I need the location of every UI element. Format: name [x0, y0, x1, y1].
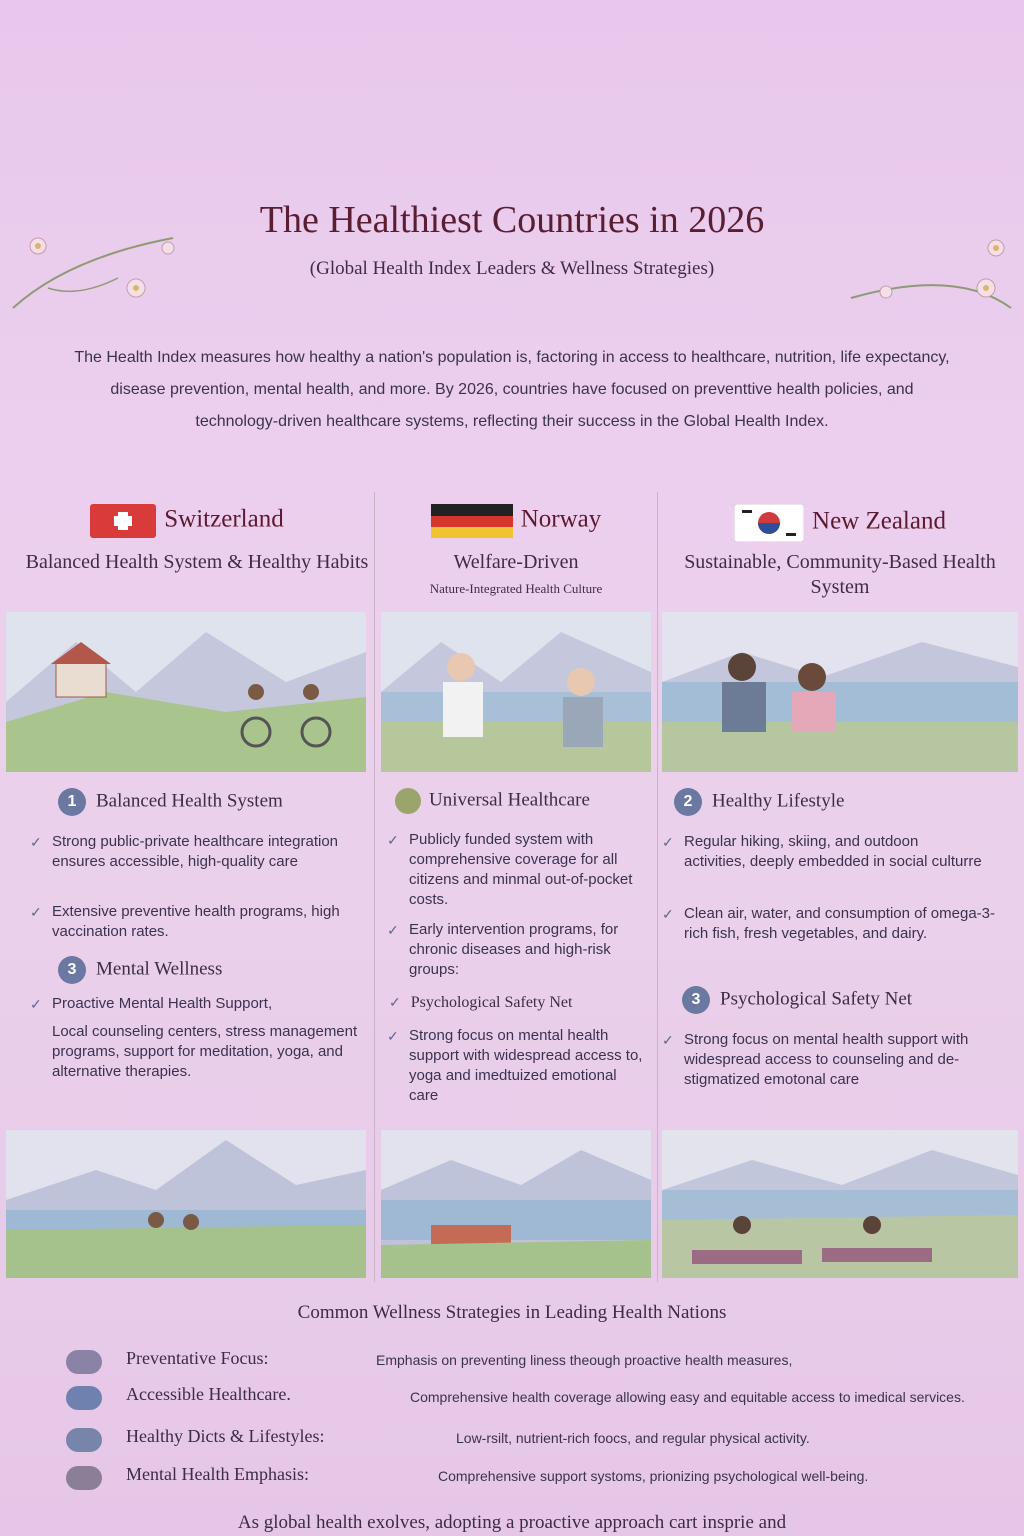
check-icon: ✓ [662, 834, 674, 850]
section-title: Balanced Health System [96, 790, 283, 812]
strategy-description: Low-rsilt, nutrient-rich foocs, and regular physical activity. [456, 1430, 810, 1446]
section-heading-1 [58, 788, 283, 816]
mind-icon [66, 1466, 102, 1490]
check-icon: ✓ [30, 834, 42, 850]
column-switzerland [0, 492, 374, 1282]
section-title: Mental Wellness [96, 958, 223, 980]
country-tagline: Balanced Health System & Healthy Habits [25, 551, 369, 573]
doctor-consultation-illustration [381, 612, 651, 772]
country-name: Norway [520, 505, 602, 533]
section-title: Psychological Safety Net [720, 988, 913, 1010]
flag-icon [431, 504, 513, 538]
food-icon [66, 1428, 102, 1452]
landscape-illustration [6, 612, 366, 772]
section-title: Healthy Lifestyle [712, 790, 845, 812]
badge-number: 1 [58, 788, 86, 816]
bullet-item: ✓ Regular hiking, skiing, and outdoon activities, deeply embedded in social culturre [662, 833, 982, 870]
strategy-label: Preventative Focus: [126, 1348, 269, 1368]
hiking-illustration [6, 1130, 366, 1278]
intro-paragraph: The Health Index measures how healthy a nation's population is, factoring in access to healthcare, nutrition, life expectancy, disease prevention, mental health, and more. By 2026, countries have focused on preventtive health policies, and technology-driven healthcare systems, reflecting their success in the Global Health Index. [74, 349, 950, 430]
bullet-text: Local counseling centers, stress management programs, support for meditation, yoga, and alternative therapies. [52, 1023, 358, 1080]
flag-icon [734, 504, 804, 542]
country-heading [375, 504, 657, 538]
bullet-item: ✓ Publicly funded system with comprehensive coverage for all citizens and minmal out-of-pocket costs. [387, 831, 633, 908]
location-pin-icon [395, 788, 421, 814]
bullet-item: ✓ Clean air, water, and consumption of omega-3-rich fish, fresh vegetables, and dairy. [662, 905, 996, 942]
bullet-item: ✓ Strong focus on mental health support with widespread access to counseling and de-stigmatized emotonal care [662, 1031, 969, 1088]
common-strategies-title: Common Wellness Strategies in Leading Health Nations [297, 1302, 727, 1323]
country-tagline: Welfare-Driven Nature-Integrated Health Culture [429, 551, 603, 596]
badge-number: 3 [682, 986, 710, 1014]
page-subtitle: (Global Health Index Leaders & Wellness Strategies) [309, 258, 715, 279]
check-icon: ✓ [662, 906, 674, 922]
section-heading-2 [682, 986, 912, 1014]
family-lakeside-illustration [662, 612, 1018, 772]
check-icon: ✓ [30, 996, 42, 1012]
country-heading [0, 504, 374, 538]
country-name: New Zealand [812, 507, 946, 535]
section-heading-1 [395, 788, 590, 814]
strategy-label: Healthy Dicts & Lifestyles: [126, 1426, 325, 1446]
column-norway [374, 492, 658, 1282]
bullet-item: ✓ Early intervention programs, for chronic diseases and high-risk groups: [387, 921, 619, 978]
column-new-zealand [656, 492, 1024, 1282]
section-heading-1 [674, 788, 844, 816]
country-name: Switzerland [164, 505, 284, 533]
section-heading-2 [389, 994, 572, 1012]
country-tagline: Sustainable, Community-Based Health System [684, 551, 996, 598]
section-heading-2 [58, 956, 222, 984]
check-icon: ✓ [662, 1032, 674, 1048]
bullet-item: ✓ Extensive preventive health programs, high vaccination rates. [30, 903, 340, 940]
lakeside-town-illustration [381, 1130, 651, 1278]
bullet-item: ✓ Strong public-private healthcare integration ensures accessible, high-quality care [30, 833, 339, 870]
page-title: The Healthiest Countries in 2026 [259, 199, 765, 241]
check-icon: ✓ [387, 1028, 399, 1044]
medical-cross-icon [66, 1386, 102, 1410]
section-title: Universal Healthcare [429, 789, 590, 811]
strategy-description: Emphasis on preventing liness theough proactive health measures, [376, 1352, 793, 1368]
swiss-flag-icon [90, 504, 156, 538]
badge-number: 3 [58, 956, 86, 984]
badge-number: 2 [674, 788, 702, 816]
heart-icon [66, 1350, 102, 1374]
check-icon: ✓ [387, 832, 399, 848]
strategy-description: Comprehensive health coverage allowing easy and equitable access to imedical services. [410, 1389, 965, 1405]
check-icon: ✓ [387, 922, 399, 938]
check-icon: ✓ [30, 904, 42, 920]
check-icon: ✓ [389, 996, 401, 1011]
strategy-label: Accessible Healthcare. [126, 1384, 291, 1404]
strategy-description: Comprehensive support systoms, prionizing psychological well-being. [438, 1468, 869, 1484]
bullet-item: ✓ Proactive Mental Health Support, [30, 995, 273, 1012]
closing-text: As global health exolves, adopting a proactive approach cart insprie and [237, 1512, 787, 1533]
strategy-label: Mental Health Emphasis: [126, 1464, 309, 1484]
bullet-item: ✓ Strong focus on mental health support with widespread access to, yoga and imedtuized emotional care [387, 1027, 643, 1104]
yoga-group-illustration [662, 1130, 1018, 1278]
section-title: Psychological Safety Net [410, 994, 573, 1011]
country-tagline-sub: Nature-Integrated Health Culture [429, 581, 603, 596]
country-heading [656, 504, 1024, 542]
